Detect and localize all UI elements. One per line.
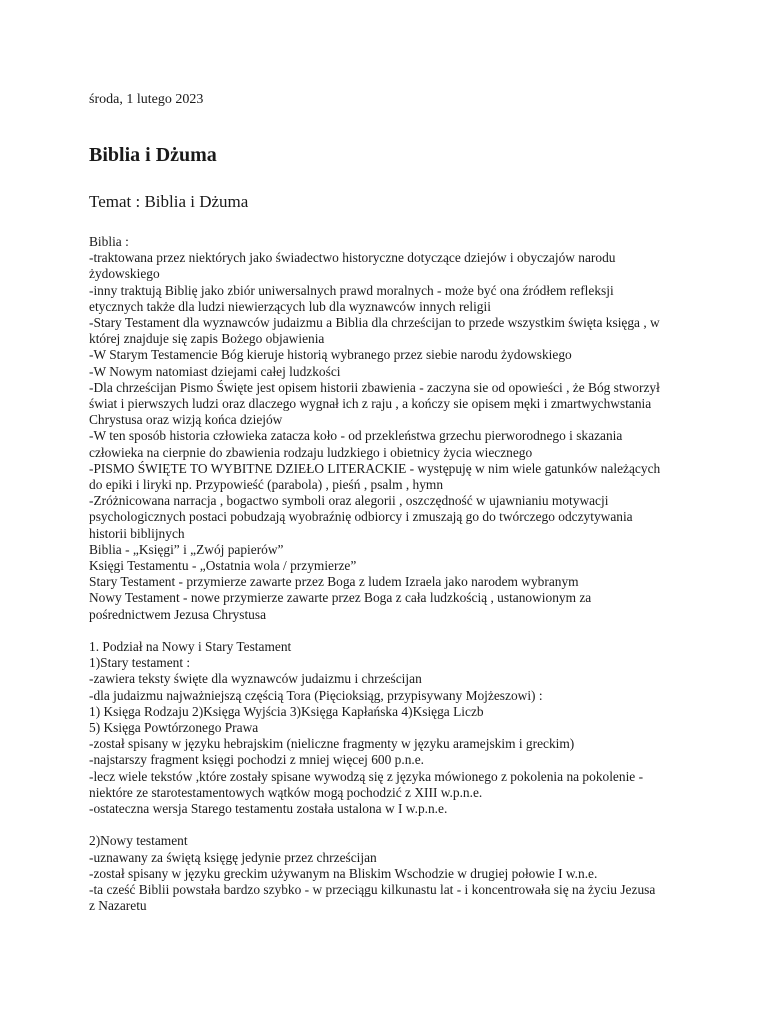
text-line: niektóre ze starotestamentowych wątków mogą pochodzić z XIII w.p.n.e. (89, 784, 483, 800)
text-line: człowieka na cierpnie do zbawienia rodzaju ludzkiego i obietnicy życia wiecznego (89, 444, 533, 460)
text-line: Nowy Testament - nowe przymierze zawarte przez Boga z cała ludzkością , ustanowionym za (89, 590, 592, 606)
text-line: -lecz wiele tekstów ,które zostały spisane wywodzą się z języka mówionego z pokolenia na pokolenie - (89, 768, 644, 784)
text-line: -został spisany w języku hebrajskim (nieliczne fragmenty w języku aramejskim i greckim) (89, 736, 575, 752)
text-line: 5) Księga Powtórzonego Prawa (89, 720, 259, 736)
text-line: -ostateczna wersja Starego testamentu została ustalona w I w.p.n.e. (89, 801, 448, 817)
text-line: Biblia : (89, 234, 129, 249)
text-line: -ta cześć Biblii powstała bardzo szybko - w przeciągu kilkunastu lat - i koncentrowała się na życiu Jezusa (89, 882, 656, 898)
text-line: -zawiera teksty święte dla wyznawców judaizmu i chrześcijan (89, 671, 422, 687)
text-line: której znajduje się zapis Bożego objawienia (89, 331, 325, 347)
text-line: żydowskiego (89, 266, 160, 282)
text-line: -Dla chrześcijan Pismo Święte jest opisem historii zbawienia - zaczyna sie od opowieści , że Bóg stworzył (89, 379, 660, 395)
text-line: historii biblijnych (89, 525, 185, 541)
text-line: pośrednictwem Jezusa Chrystusa (89, 606, 267, 622)
text-line: 2)Nowy testament (89, 833, 188, 849)
text-line: psychologicznych postaci pobudzają wyobraźnię odbiorcy i zmuszają go do twórczego odczytywania (89, 509, 633, 525)
text-line: -najstarszy fragment księgi pochodzi z mniej więcej 600 p.n.e. (89, 752, 425, 768)
text-line: Chrystusa oraz wizją końca dziejów (89, 412, 283, 428)
text-line: -traktowana przez niektórych jako świadectwo historyczne dotyczące dziejów i obyczajów narodu (89, 250, 616, 266)
text-line: 1)Stary testament : (89, 655, 191, 671)
text-line: do epiki i liryki np. Przypowieść (parabola) , pieśń , psalm , hymn (89, 477, 444, 493)
text-line: Stary Testament - przymierze zawarte przez Boga z ludem Izraela jako narodem wybranym (89, 574, 579, 590)
text-line: świat i pierwszych ludzi oraz dlaczego wygnał ich z raju , a kończy sie opisem męki i zmartwychwstania (89, 396, 652, 412)
blank-line (89, 623, 689, 639)
text-line: -W Nowym natomiast dziejami całej ludzkości (89, 363, 341, 379)
text-line: 1) Księga Rodzaju 2)Księga Wyjścia 3)Księga Kapłańska 4)Księga Liczb (89, 703, 484, 719)
text-line: -Zróżnicowana narracja , bogactwo symboli oraz alegorii , oszczędność w ujawnianiu motywacji (89, 493, 609, 509)
page-title: Biblia i Dżuma (89, 144, 217, 166)
text-line: z Nazaretu (89, 898, 147, 914)
text-line: -W ten sposób historia człowieka zatacza koło - od przekleństwa grzechu pierworodnego i skazania (89, 428, 623, 444)
blank-line (89, 817, 689, 833)
text-line: Księgi Testamentu - „Ostatnia wola / przymierze” (89, 558, 357, 574)
text-line: -PISMO ŚWIĘTE TO WYBITNE DZIEŁO LITERACKIE - występuję w nim wiele gatunków należących (89, 460, 661, 476)
text-line: -Stary Testament dla wyznawców judaizmu a Biblia dla chrześcijan to przede wszystkim święta księga , w (89, 315, 660, 331)
note-date: środa, 1 lutego 2023 (89, 92, 204, 107)
note-body (89, 234, 689, 915)
text-line: etycznych także dla ludzi niewierzących lub dla wyznawców innych religii (89, 298, 491, 314)
text-line: -został spisany w języku greckim używanym na Bliskim Wschodzie w drugiej połowie I w.n.e. (89, 865, 598, 881)
text-line: 1. Podział na Nowy i Stary Testament (89, 639, 292, 655)
text-line: Biblia - „Księgi” i „Zwój papierów” (89, 541, 284, 557)
text-line: -inny traktują Biblię jako zbiór uniwersalnych prawd moralnych - może być ona źródłem refleksji (89, 282, 614, 298)
text-line: -uznawany za świętą księgę jedynie przez chrześcijan (89, 849, 377, 865)
text-line: -dla judaizmu najważniejszą częścią Tora (Pięcioksiąg, przypisywany Mojżeszowi) : (89, 687, 543, 703)
text-line: -W Starym Testamencie Bóg kieruje historią wybranego przez siebie narodu żydowskiego (89, 347, 572, 363)
topic-heading: Temat : Biblia i Dżuma (89, 192, 249, 211)
